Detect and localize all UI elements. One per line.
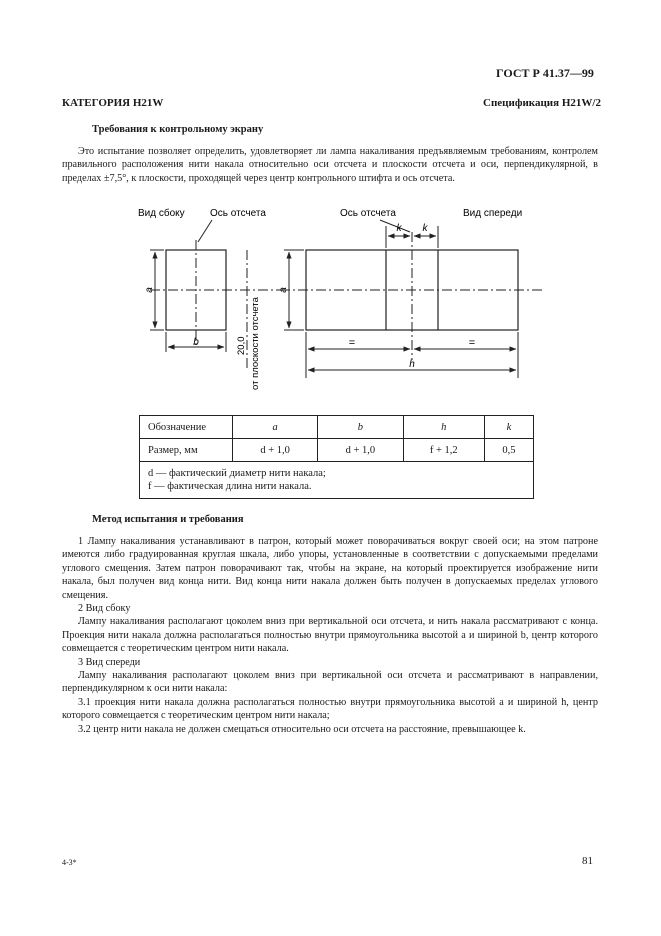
dim-a-right-label: a — [278, 287, 289, 293]
category-title: КАТЕГОРИЯ H21W — [62, 97, 164, 109]
table-cell: b — [318, 416, 403, 439]
table-cell: d + 1,0 — [318, 439, 403, 462]
dimension-table — [139, 415, 534, 499]
axis-label-right: Ось отсчета — [340, 208, 396, 219]
axis-label-left: Ось отсчета — [210, 208, 266, 219]
section-title-method: Метод испытания и требования — [92, 514, 244, 525]
table-row — [140, 439, 534, 462]
table-cell: Размер, мм — [140, 439, 233, 462]
paragraph-3-title: 3 Вид спереди — [78, 656, 141, 668]
table-cell: a — [233, 416, 318, 439]
plane-distance-text: от плоскости отсчета — [250, 297, 261, 390]
section-title-screen: Требования к контрольному экрану — [92, 124, 264, 135]
table-cell: f + 1,2 — [403, 439, 484, 462]
note-f: f — фактическая длина нити накала. — [148, 481, 312, 492]
intro-paragraph: Это испытание позволяет определить, удовлетворяет ли лампа накаливания предъявляемым требованиям, контролем правильного расположения нити накала относительно оси отсчета и плоскости отсчета и оси, перпендикулярной, в пределах ±7,5°, к плоскости, проходящей через центр контрольного штифта и ось отсчета. — [62, 146, 598, 184]
dim-eq2-label: = — [468, 337, 476, 349]
table-cell: k — [484, 416, 533, 439]
plane-distance-value: 20,0 — [236, 336, 247, 355]
paragraph-2-title: 2 Вид сбоку — [78, 603, 131, 615]
paragraph-1: 1 Лампу накаливания устанавливают в патрон, который может поворачиваться вокруг своей оси; на этом патроне имеются либо градуированная круглая шкала, либо упоры, установленные в соответствии с допускаемыми пределами углового смещения. Затем патрон поворачивают так, чтобы на экране, на который проектируется изображение нити накала, был получен вид конца нити. Вид конца нити накала должен быть получен в допускаемых пределах углового смещения. — [62, 536, 598, 601]
table-cell: h — [403, 416, 484, 439]
side-view-label: Вид сбоку — [138, 208, 185, 219]
paragraph-3-1: 3.1 проекция нити накала должна располагаться полностью внутри прямоугольника высотой a и шириной h, центр которого совмещается с теоретическим центром нити накала; — [62, 696, 598, 722]
paragraph-3-2: 3.2 центр нити накала не должен смещаться относительно оси отсчета на расстояние, превышающее k. — [78, 723, 526, 735]
dim-k2-label: k — [422, 223, 428, 234]
dim-h-label: h — [409, 359, 415, 370]
front-view-label: Вид спереди — [463, 208, 523, 219]
dim-b-label: b — [193, 337, 199, 348]
table-row — [140, 462, 534, 499]
axis-leader-right — [380, 220, 410, 232]
dim-k1-label: k — [396, 223, 402, 234]
table-cell: Обозначение — [140, 416, 233, 439]
spec-title: Спецификация H21W/2 — [483, 97, 601, 109]
filament-diagram — [0, 200, 661, 395]
paragraph-2: Лампу накаливания располагают цоколем вниз при вертикальной оси отсчета, и нить накала рассматривают с конца. Проекция нити накала должна располагаться полностью внутри прямоугольника высотой a и шириной b, центр которого совмещается с теоретическим центром нити накала. — [62, 616, 598, 655]
dim-a-left-label: a — [144, 287, 155, 293]
note-d: d — фактический диаметр нити накала; — [148, 468, 326, 479]
footer-mark: 4-3* — [62, 858, 77, 867]
standard-number: ГОСТ Р 41.37—99 — [496, 66, 594, 80]
table-cell: d + 1,0 — [233, 439, 318, 462]
dim-eq1-label: = — [348, 337, 356, 349]
page-number: 81 — [582, 855, 593, 867]
method-body — [62, 535, 598, 736]
paragraph-3: Лампу накаливания располагают цоколем вниз при вертикальной оси отсчета и рассматривают в направлении, перпендикулярном к оси нити накала: — [62, 670, 598, 695]
table-row — [140, 416, 534, 439]
table-notes — [140, 462, 534, 499]
table-cell: 0,5 — [484, 439, 533, 462]
axis-leader-left — [198, 220, 212, 242]
